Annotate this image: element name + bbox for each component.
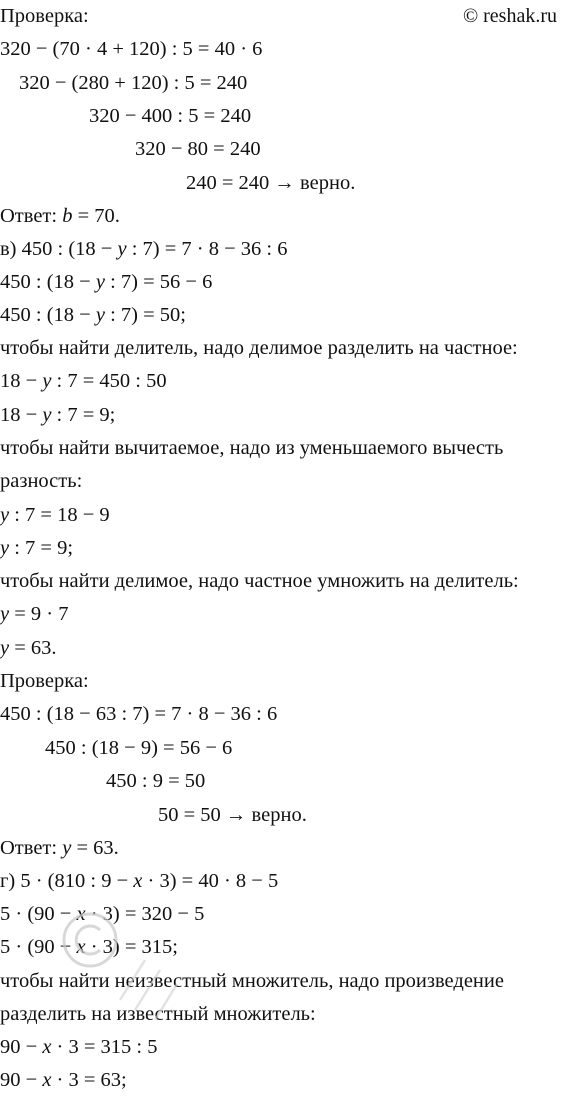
equation-v-4 <box>0 369 167 393</box>
variable: x <box>76 903 86 925</box>
variable: x <box>133 870 143 892</box>
expr-part: г) 5 · (810 : 9 − <box>0 870 134 892</box>
variable: x <box>76 936 86 958</box>
expr-part: : 7 = 9; <box>51 404 116 426</box>
expr-part: 450 : (18 − <box>0 304 96 326</box>
expr-part: 5 · (90 − <box>0 936 77 958</box>
variable: y <box>42 404 52 426</box>
check-line-2: 320 − (280 + 120) : 5 = 240 <box>19 72 248 94</box>
equation-v-6 <box>0 503 110 527</box>
variable: y <box>95 304 105 326</box>
expr-part: в) 450 : (18 − <box>0 238 118 260</box>
expr-part: 5 · (90 − <box>0 903 77 925</box>
answer-b <box>0 204 120 228</box>
rule-factor-2: разделить на известный множитель: <box>0 1003 316 1025</box>
variable: x <box>42 1036 52 1058</box>
expr-part: : 7) = 56 − 6 <box>104 271 213 293</box>
equation-g-3 <box>0 935 178 959</box>
expr-part: 90 − <box>0 1036 43 1058</box>
expr-part: · 3) = 320 − 5 <box>85 903 205 925</box>
equation-g-2 <box>0 902 204 926</box>
answer-value: = 70. <box>72 205 120 227</box>
variable: b <box>62 205 73 227</box>
answer-y <box>0 836 119 860</box>
expr-part: 450 : (18 − <box>0 271 96 293</box>
variable: y <box>95 271 105 293</box>
check2-line-3: 450 : 9 = 50 <box>106 770 206 792</box>
equation-v-3 <box>0 303 186 327</box>
equation-v-1 <box>0 237 288 261</box>
equation-v-7 <box>0 536 73 560</box>
equation-v-8 <box>0 602 69 626</box>
expr-part: = 63. <box>9 637 57 659</box>
rule-subtrahend-2: разность: <box>0 470 83 492</box>
equation-v-5 <box>0 403 115 427</box>
expr-part: · 3 = 315 : 5 <box>51 1036 158 1058</box>
equation-g-4 <box>0 1035 158 1059</box>
answer-value: = 63. <box>71 837 119 859</box>
check-line-1: 320 − (70 · 4 + 120) : 5 = 40 · 6 <box>0 38 263 60</box>
equation-v-9 <box>0 636 57 660</box>
answer-label: Ответ: <box>0 205 63 227</box>
variable: y <box>0 603 10 625</box>
rule-subtrahend-1: чтобы найти вычитаемое, надо из уменьшаемого вычесть <box>0 437 504 459</box>
check-heading-2: Проверка: <box>0 670 89 692</box>
check-line-5: 240 = 240 → верно. <box>186 172 356 194</box>
equation-v-2 <box>0 270 212 294</box>
expr-part: : 7) = 50; <box>104 304 186 326</box>
expr-part: 90 − <box>0 1069 43 1091</box>
expr-part: : 7 = 9; <box>9 537 74 559</box>
expr-part: · 3) = 315; <box>85 936 178 958</box>
variable: x <box>42 1069 52 1091</box>
expr-part: : 7) = 7 · 8 − 36 : 6 <box>126 238 288 260</box>
rule-factor-1: чтобы найти неизвестный множитель, надо произведение <box>0 970 504 992</box>
variable: y <box>0 504 10 526</box>
variable: y <box>42 370 52 392</box>
check-line-3: 320 − 400 : 5 = 240 <box>89 105 252 127</box>
check2-line-4: 50 = 50 → верно. <box>158 804 307 826</box>
variable: y <box>62 837 72 859</box>
expr-part: 18 − <box>0 370 43 392</box>
expr-part: · 3 = 63; <box>51 1069 127 1091</box>
check2-line-1: 450 : (18 − 63 : 7) = 7 · 8 − 36 : 6 <box>0 703 278 725</box>
equation-g-5 <box>0 1068 127 1092</box>
check-line-4: 320 − 80 = 240 <box>135 138 261 160</box>
expr-part: = 9 · 7 <box>9 603 69 625</box>
variable: y <box>0 537 10 559</box>
answer-label: Ответ: <box>0 837 63 859</box>
variable: y <box>117 238 127 260</box>
expr-part: 18 − <box>0 404 43 426</box>
rule-divisor: чтобы найти делитель, надо делимое разделить на частное: <box>0 337 518 359</box>
expr-part: : 7 = 450 : 50 <box>51 370 167 392</box>
expr-part: : 7 = 18 − 9 <box>9 504 110 526</box>
variable: y <box>0 637 10 659</box>
equation-g-1 <box>0 869 278 893</box>
rule-dividend: чтобы найти делимое, надо частное умножить на делитель: <box>0 570 519 592</box>
site-credit: © reshak.ru <box>462 5 557 27</box>
check2-line-2: 450 : (18 − 9) = 56 − 6 <box>45 737 233 759</box>
expr-part: · 3) = 40 · 8 − 5 <box>142 870 279 892</box>
check-heading: Проверка: <box>0 5 89 27</box>
